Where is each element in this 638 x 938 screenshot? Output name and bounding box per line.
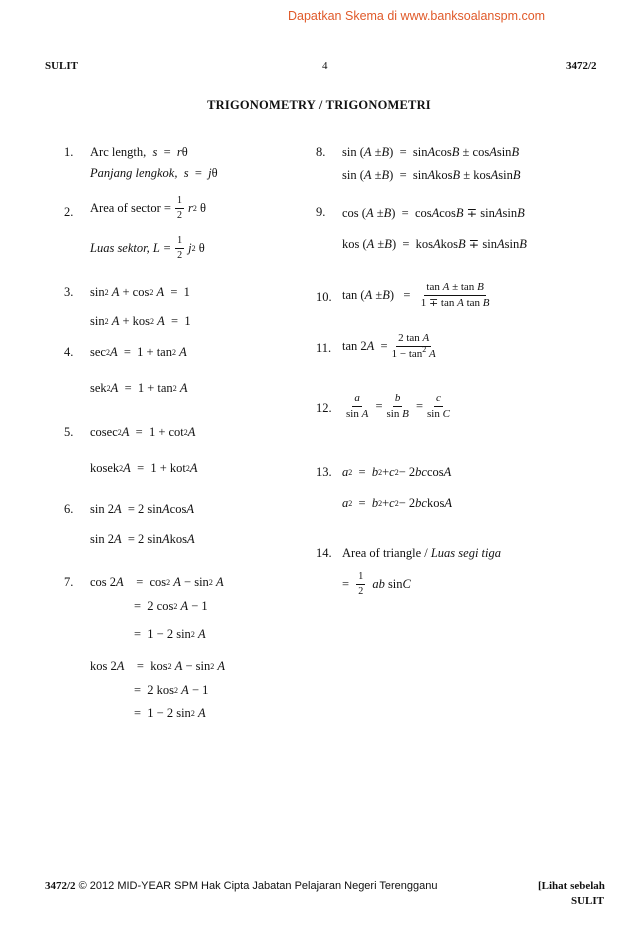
- item-number: 3.: [64, 285, 74, 299]
- formula-cos-sum: cos ( A ± B ) = cos A cos B ∓ sin A sin B: [342, 205, 525, 220]
- formula-kos-double-3: = 1 − 2 sin 2 A: [134, 706, 206, 720]
- formula-arc-length-ms: Panjang lengkok, s = j θ: [90, 166, 218, 180]
- formula-sek-identity: sek 2 A = 1 + tan 2 A: [90, 381, 188, 395]
- formula-sec-identity: sec 2 A = 1 + tan 2 A: [90, 345, 187, 359]
- label: Panjang lengkok,: [90, 166, 178, 180]
- footer-text: © 2012 MID-YEAR SPM Hak Cipta Jabatan Pelajaran Negeri Terengganu: [78, 880, 438, 892]
- watermark-link[interactable]: Dapatkan Skema di www.banksoalanspm.com: [288, 9, 546, 23]
- header-sulit: SULIT: [45, 60, 79, 72]
- label: Arc length,: [90, 145, 147, 159]
- item-number: 1.: [64, 145, 74, 159]
- item-number: 2.: [64, 205, 74, 219]
- formula-cos-double-3: = 1 − 2 sin 2 A: [134, 627, 206, 641]
- formula-cosine-rule: a 2 = b 2 + c 2 − 2 bc cos A: [342, 465, 452, 479]
- formula-tan-sum: tan ( A ± B ) = $\frac{\text{tan A ± tan B}}{\text{1 ∓ tan A tan B}}$: [342, 281, 490, 309]
- item-number: 7.: [64, 575, 74, 589]
- formula-sector-area-ms: Luas sektor, L = $\frac{1}{2}$ j 2 θ: [90, 235, 205, 261]
- page-title: TRIGONOMETRY / TRIGONOMETRI: [207, 98, 431, 112]
- footer-next-page: [Lihat sebelah: [538, 880, 605, 892]
- footer-copyright: [45, 880, 438, 892]
- formula-sin-sum: sin ( A ± B ) = sin A cos B ± cos A sin B: [342, 145, 520, 159]
- formula-kosek-identity: kosek 2 A = 1 + kot 2 A: [90, 461, 198, 475]
- formula-kos-double: kos 2 A = kos 2 A − sin 2 A: [90, 659, 225, 673]
- formula-cosec-identity: cosec 2 A = 1 + cot 2 A: [90, 425, 196, 439]
- label-ms: Luas segi tiga: [430, 546, 502, 560]
- footer-sulit: SULIT: [571, 895, 605, 907]
- item-number: 4.: [64, 345, 74, 359]
- label: Area of sector =: [90, 201, 171, 215]
- formula-pythag-identity: sin 2 A + cos 2 A = 1: [90, 285, 190, 299]
- item-number: 13.: [316, 465, 332, 479]
- formula-triangle-area: = $\frac{1}{2}$ ab sin C: [342, 571, 411, 597]
- item-number: 5.: [64, 425, 74, 439]
- label: Area of triangle /: [342, 546, 428, 560]
- formula-tan-double: tan 2 A = $\frac{\text{2 tan A}}{1 - \tan^2 A}$: [342, 332, 436, 360]
- formula-cos-double-2: = 2 cos 2 A − 1: [134, 599, 208, 613]
- label: Luas sektor, L =: [90, 241, 172, 255]
- item-number: 11.: [316, 341, 332, 355]
- formula-kos-double-2: = 2 kos 2 A − 1: [134, 683, 209, 697]
- formula-kos-sum: kos ( A ± B ) = kos A kos B ∓ sin A sin B: [342, 236, 527, 251]
- item-number: 14.: [316, 546, 332, 560]
- page-number: 4: [322, 60, 328, 72]
- formula-pythag-identity-ms: sin 2 A + kos 2 A = 1: [90, 314, 191, 328]
- item-number: 8.: [316, 145, 326, 159]
- formula-sector-area: Area of sector = $\frac{1}{2}$ r 2 θ: [90, 195, 206, 221]
- formula-triangle-area-label: [342, 546, 501, 561]
- formula-cos-double: cos 2 A = cos 2 A − sin 2 A: [90, 575, 224, 589]
- item-number: 9.: [316, 205, 326, 219]
- formula-sin-sum-ms: sin ( A ± B ) = sin A kos B ± kos A sin B: [342, 168, 521, 182]
- item-number: 6.: [64, 502, 74, 516]
- formula-sin-double-ms: sin 2 A = 2 sin A kos A: [90, 532, 195, 546]
- formula-cosine-rule-ms: a 2 = b 2 + c 2 − 2 bc kos A: [342, 496, 452, 510]
- paper-code: 3472/2: [566, 60, 597, 72]
- item-number: 10.: [316, 290, 332, 304]
- footer-code: 3472/2: [45, 880, 76, 892]
- formula-sine-rule: $\frac{a}{\text{sin A}}$ = $\frac{b}{\text{sin B}}$ = $\frac{c}{\text{sin C}}$: [346, 392, 450, 420]
- formula-arc-length: Arc length, s = r θ: [90, 145, 188, 159]
- item-number: 12.: [316, 401, 332, 415]
- formula-sin-double: sin 2 A = 2 sin A cos A: [90, 502, 194, 516]
